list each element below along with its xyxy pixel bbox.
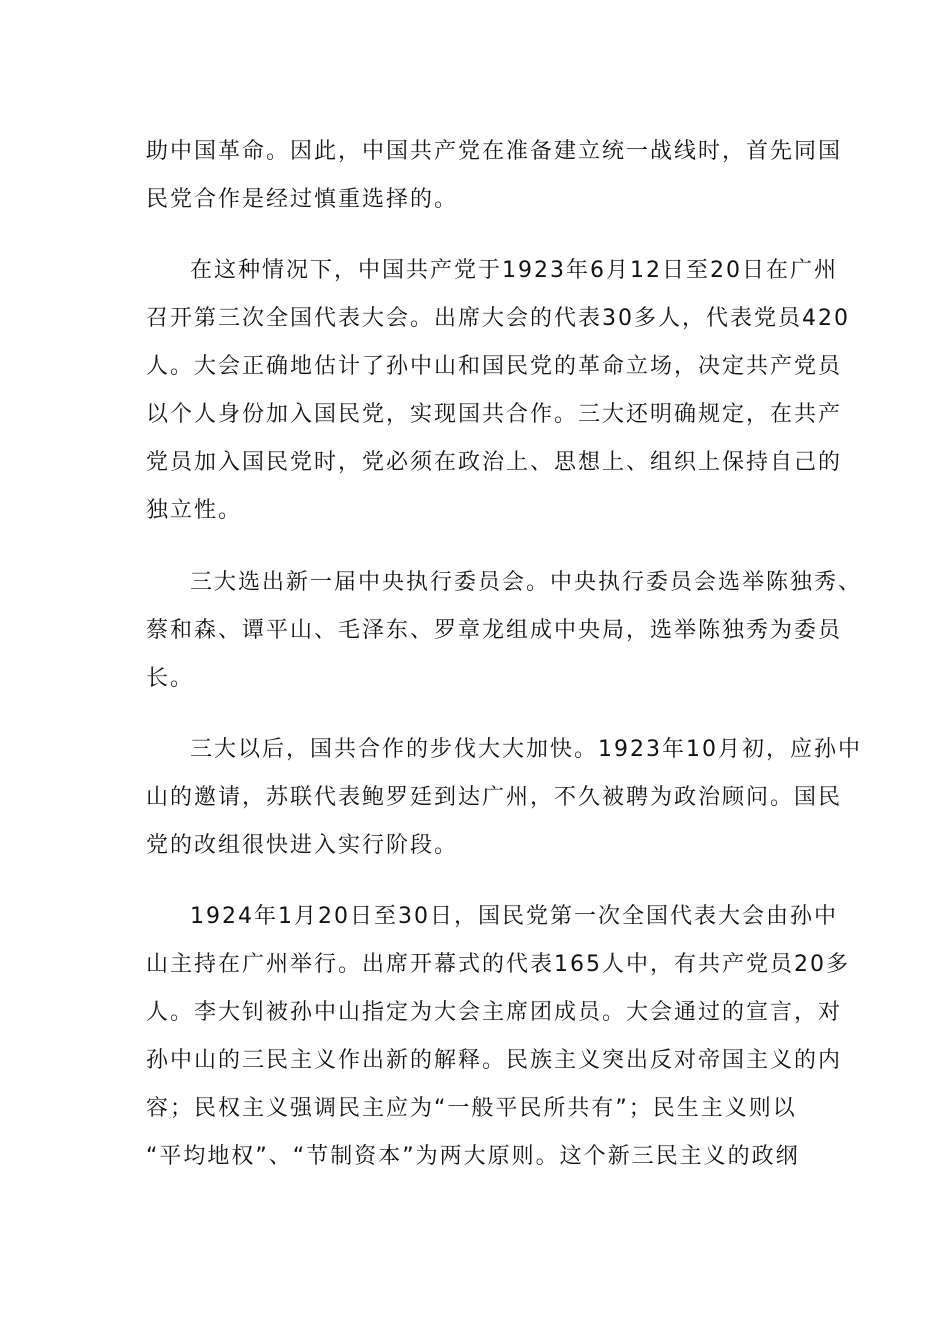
paragraph-5-line-2: 山主持在广州举行。出席开幕式的代表165人中，有共产党员20多 xyxy=(146,952,850,977)
paragraph-5-line-6: “平均地权”、“节制资本”为两大原则。这个新三民主义的政纲 xyxy=(146,1144,800,1169)
paragraph-2-line-1: 在这种情况下，中国共产党于1923年6月12日至20日在广州 xyxy=(190,258,838,283)
paragraph-2-line-3: 人。大会正确地估计了孙中山和国民党的革命立场，决定共产党员 xyxy=(146,354,843,379)
paragraph-3-line-1: 三大选出新一届中央执行委员会。中央执行委员会选举陈独秀、 xyxy=(190,570,863,595)
paragraph-5-line-5: 容；民权主义强调民主应为“一般平民所共有”；民生主义则以 xyxy=(146,1096,797,1121)
paragraph-4-line-2: 山的邀请，苏联代表鲍罗廷到达广州，不久被聘为政治顾问。国民 xyxy=(146,785,843,810)
paragraph-3-line-3: 长。 xyxy=(146,666,195,691)
paragraph-2-line-4: 以个人身份加入国民党，实现国共合作。三大还明确规定，在共产 xyxy=(146,402,843,427)
paragraph-4-line-3: 党的改组很快进入实行阶段。 xyxy=(146,833,459,858)
paragraph-5-line-3: 人。李大钊被孙中山指定为大会主席团成员。大会通过的宣言，对 xyxy=(146,1000,843,1025)
paragraph-1-line-2: 民党合作是经过慎重选择的。 xyxy=(146,187,459,212)
paragraph-3-line-2: 蔡和森、谭平山、毛泽东、罗章龙组成中央局，选举陈独秀为委员 xyxy=(146,618,843,643)
paragraph-2-line-6: 独立性。 xyxy=(146,498,243,523)
paragraph-5-line-1: 1924年1月20日至30日，国民党第一次全国代表大会由孙中 xyxy=(190,904,838,929)
paragraph-2-line-5: 党员加入国民党时，党必须在政治上、思想上、组织上保持自己的 xyxy=(146,450,843,475)
paragraph-2-line-2: 召开第三次全国代表大会。出席大会的代表30多人，代表党员420 xyxy=(146,306,850,331)
paragraph-1-line-1: 助中国革命。因此，中国共产党在准备建立统一战线时，首先同国 xyxy=(146,139,843,164)
paragraph-5-line-4: 孙中山的三民主义作出新的解释。民族主义突出反对帝国主义的内 xyxy=(146,1048,843,1073)
paragraph-4-line-1: 三大以后，国共合作的步伐大大加快。1923年10月初，应孙中 xyxy=(190,737,862,762)
